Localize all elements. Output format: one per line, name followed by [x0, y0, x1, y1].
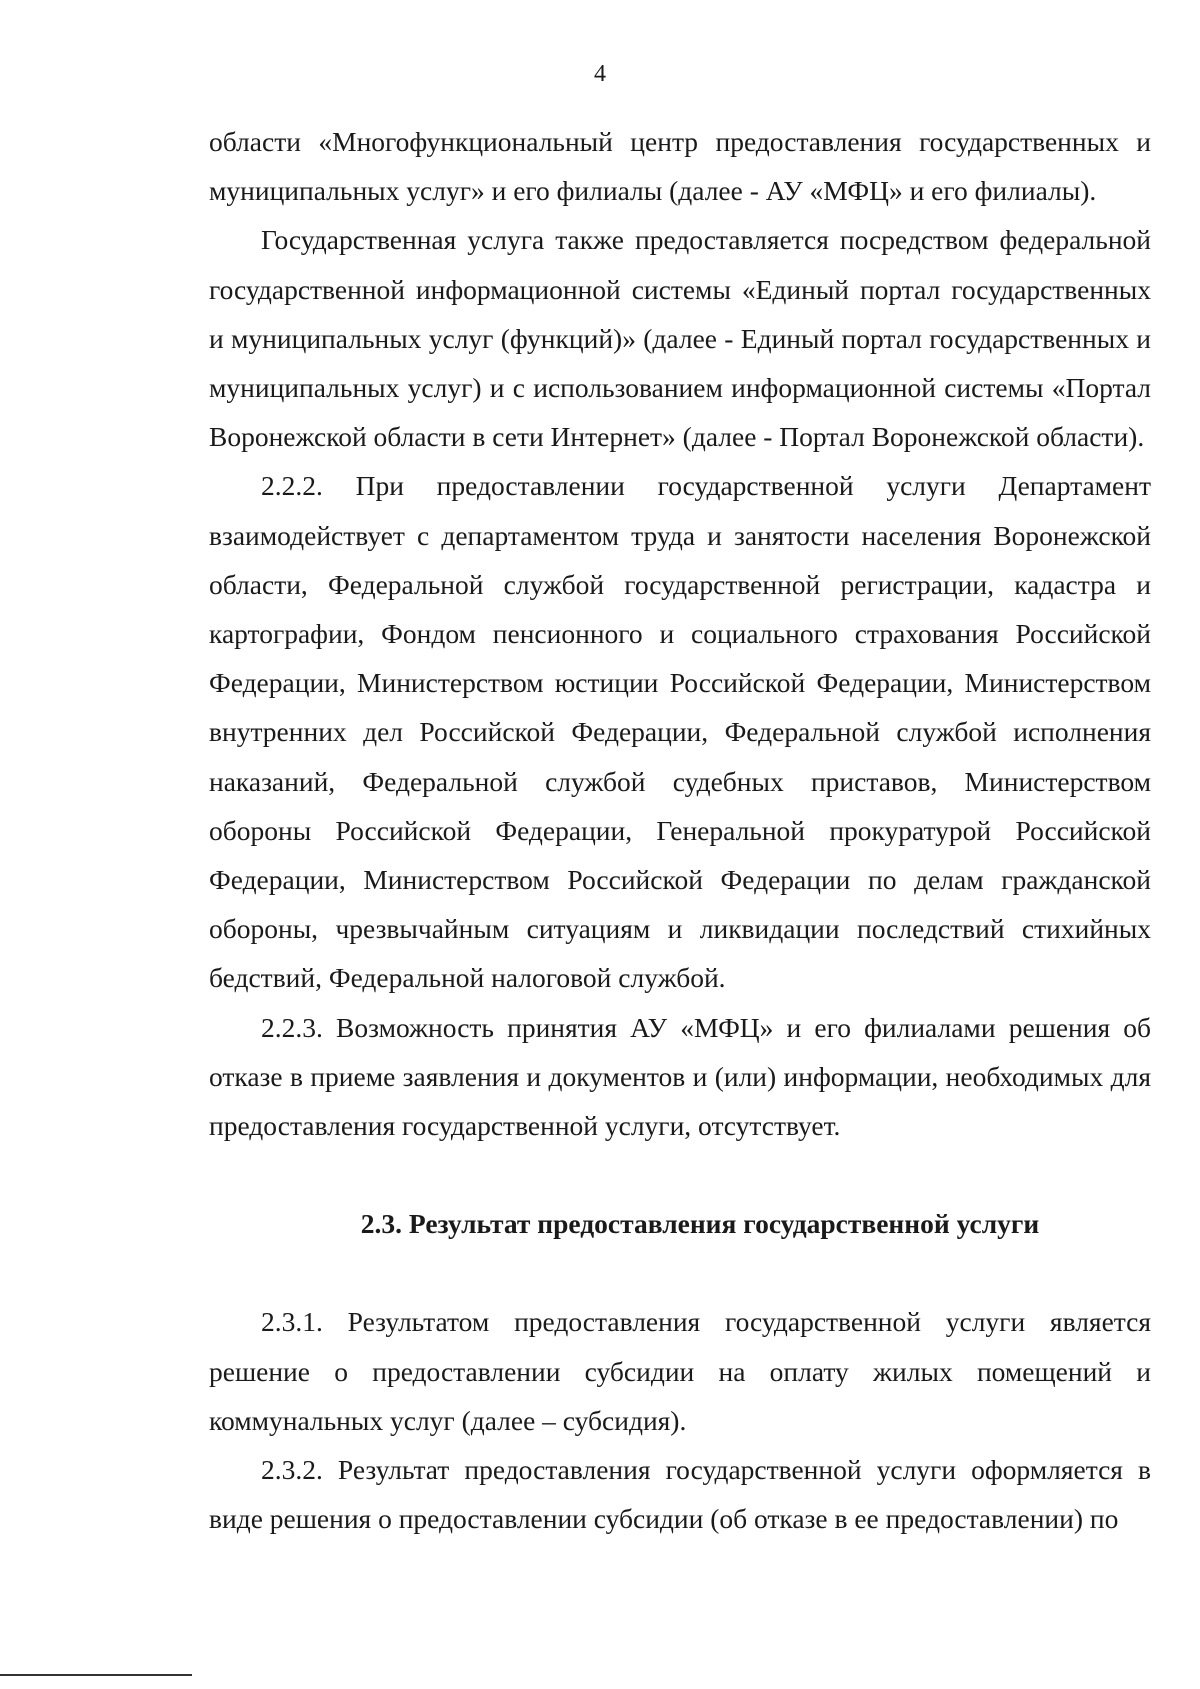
- paragraph-2-2-2: 2.2.2. При предоставлении государственной услуги Департамент взаимодействует с департаментом труда и занятости населения Воронежской области, Федеральной службой государственной регистрации, кадастра и картографии, Фондом пенсионного и социального страхования Российской Федерации, Министерством юстиции Российской Федерации, Министерством внутренних дел Российской Федерации, Федеральной службой исполнения наказаний, Федеральной службой судебных приставов, Министерством обороны Российской Федерации, Генеральной прокуратурой Российской Федерации, Министерством Российской Федерации по делам гражданской обороны, чрезвычайным ситуациям и ликвидации последствий стихийных бедствий, Федеральной налоговой службой.: [209, 470, 1151, 994]
- footer-divider: [0, 1674, 192, 1676]
- paragraph-portal: Государственная услуга также предоставляется посредством федеральной государственной информационной системы «Единый портал государственных и муниципальных услуг (функций)» (далее - Единый портал государственных и муниципальных услуг) и с использованием информационной системы «Портал Воронежской области в сети Интернет» (далее - Портал Воронежской области).: [209, 224, 1151, 453]
- paragraph-continuation: области «Многофункциональный центр предоставления государственных и муниципальных услуг» и его филиалы (далее - АУ «МФЦ» и его филиалы).: [209, 126, 1151, 207]
- paragraph-2-2-3: 2.2.3. Возможность принятия АУ «МФЦ» и его филиалами решения об отказе в приеме заявления и документов и (или) информации, необходимых для предоставления государственной услуги, отсутствует.: [209, 1011, 1151, 1142]
- section-heading: 2.3. Результат предоставления государственной услуги: [360, 1208, 1040, 1240]
- page-number: 4: [594, 61, 606, 87]
- paragraph-2-3-2: 2.3.2. Результат предоставления государственной услуги оформляется в виде решения о предоставлении субсидии (об отказе в ее предоставлении) по: [209, 1454, 1151, 1535]
- document-body: [209, 117, 1151, 1543]
- paragraph-2-3-1: 2.3.1. Результатом предоставления государственной услуги является решение о предоставлении субсидии на оплату жилых помещений и коммунальных услуг (далее – субсидия).: [209, 1306, 1151, 1436]
